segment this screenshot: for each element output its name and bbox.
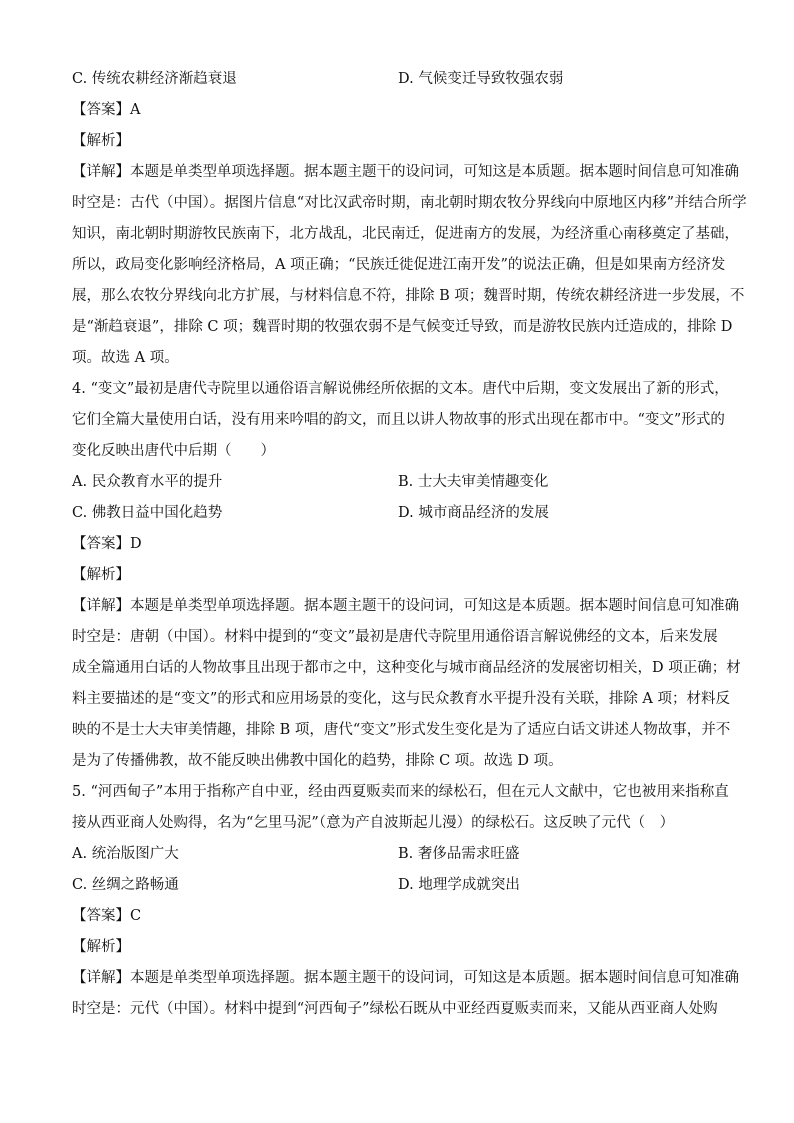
stem-line: 变化反映出唐代中后期（ ） <box>72 443 275 459</box>
detail-line: 展，那么农牧分界线向北方扩展，与材料信息不符，排除 B 项；魏晋时期，传统农耕经济进一步发展，不 <box>72 288 745 304</box>
detail-line: 时空是：古代（中国）。据图片信息“对比汉武帝时期，南北朝时期农牧分界线向中原地区内移”并结合所学 <box>72 195 747 211</box>
analysis-label: 【解析】 <box>72 567 130 583</box>
option-d: D. 气候变迁导致牧强农弱 <box>398 71 564 87</box>
detail-line: 料主要描述的是“变文”的形式和应用场景的变化，这与民众教育水平提升没有关联，排除 A 项；材料反 <box>72 691 731 707</box>
option-a: A. 民众教育水平的提升 <box>72 474 223 490</box>
option-c: C. 传统农耕经济渐趋衰退 <box>72 71 237 87</box>
options-row <box>72 467 724 498</box>
detail-line: 是“渐趋衰退”，排除 C 项；魏晋时期的牧强农弱不是气候变迁导致，而是游牧民族内迁造成的，排除 D <box>72 319 733 335</box>
detail-line: 所以，政局变化影响经济格局，A 项正确；“民族迁徙促进江南开发”的说法正确，但是如果南方经济发 <box>72 257 726 273</box>
answer-label: 【答案】C <box>72 908 142 924</box>
options-row <box>72 498 724 529</box>
option-c: C. 丝绸之路畅通 <box>72 877 179 893</box>
options-row <box>72 870 724 901</box>
option-d: D. 地理学成就突出 <box>398 877 520 893</box>
detail-line: 映的不是士大夫审美情趣，排除 B 项，唐代“变文”形式发生变化是为了适应白话文讲述人物故事，并不 <box>72 722 731 738</box>
detail-paragraph <box>72 591 741 777</box>
detail-line: 【详解】本题是单类型单项选择题。据本题主题干的设问词，可知这是本质题。据本题时间信息可知准确 <box>72 970 739 986</box>
question-stem <box>72 777 729 839</box>
detail-line: 知识，南北朝时期游牧民族南下，北方战乱，北民南迁，促进南方的发展，为经济重心南移奠定了基础， <box>72 226 739 242</box>
option-b: B. 奢侈品需求旺盛 <box>398 846 520 862</box>
options-row <box>72 64 724 95</box>
detail-line: 成全篇通用白话的人物故事且出现于都市之中，这种变化与城市商品经济的发展密切相关，D 项正确；材 <box>72 660 741 676</box>
detail-line: 时空是：唐朝（中国）。材料中提到的“变文”最初是唐代寺院里用通俗语言解说佛经的文本，后来发展 <box>72 629 718 645</box>
answer-label: 【答案】D <box>72 536 142 552</box>
document-page <box>72 64 747 1025</box>
detail-line: 是为了传播佛教，故不能反映出佛教中国化的趋势，排除 C 项。故选 D 项。 <box>72 753 563 769</box>
analysis-label: 【解析】 <box>72 939 130 955</box>
stem-line: 接从西亚商人处购得，名为“乞里马泥”（意为产自波斯起儿漫）的绿松石。这反映了元代（ ） <box>72 815 675 831</box>
detail-line: 【详解】本题是单类型单项选择题。据本题主题干的设问词，可知这是本质题。据本题时间信息可知准确 <box>72 598 739 614</box>
answer-label: 【答案】A <box>72 102 141 118</box>
option-a: A. 统治版图广大 <box>72 846 179 862</box>
option-c: C. 佛教日益中国化趋势 <box>72 505 223 521</box>
option-d: D. 城市商品经济的发展 <box>398 505 549 521</box>
detail-line: 【详解】本题是单类型单项选择题。据本题主题干的设问词，可知这是本质题。据本题时间信息可知准确 <box>72 164 739 180</box>
options-row <box>72 839 724 870</box>
stem-line: 4. “变文”最初是唐代寺院里以通俗语言解说佛经所依据的文本。唐代中后期，变文发展出了新的形式， <box>72 381 729 397</box>
analysis-label: 【解析】 <box>72 133 130 149</box>
option-b: B. 士大夫审美情趣变化 <box>398 474 549 490</box>
detail-paragraph <box>72 157 747 374</box>
detail-line: 时空是：元代（中国）。材料中提到“河西甸子”绿松石既从中亚经西夏贩卖而来，又能从西亚商人处购 <box>72 1001 718 1017</box>
stem-line: 它们全篇大量使用白话，没有用来吟唱的韵文，而且以讲人物故事的形式出现在都市中。“变文”形式的 <box>72 412 725 428</box>
detail-paragraph <box>72 963 739 1025</box>
question-stem <box>72 374 729 467</box>
stem-line: 5. “河西甸子”本用于指称产自中亚，经由西夏贩卖而来的绿松石，但在元人文献中，它也被用来指称直 <box>72 784 729 800</box>
detail-line: 项。故选 A 项。 <box>72 350 179 366</box>
